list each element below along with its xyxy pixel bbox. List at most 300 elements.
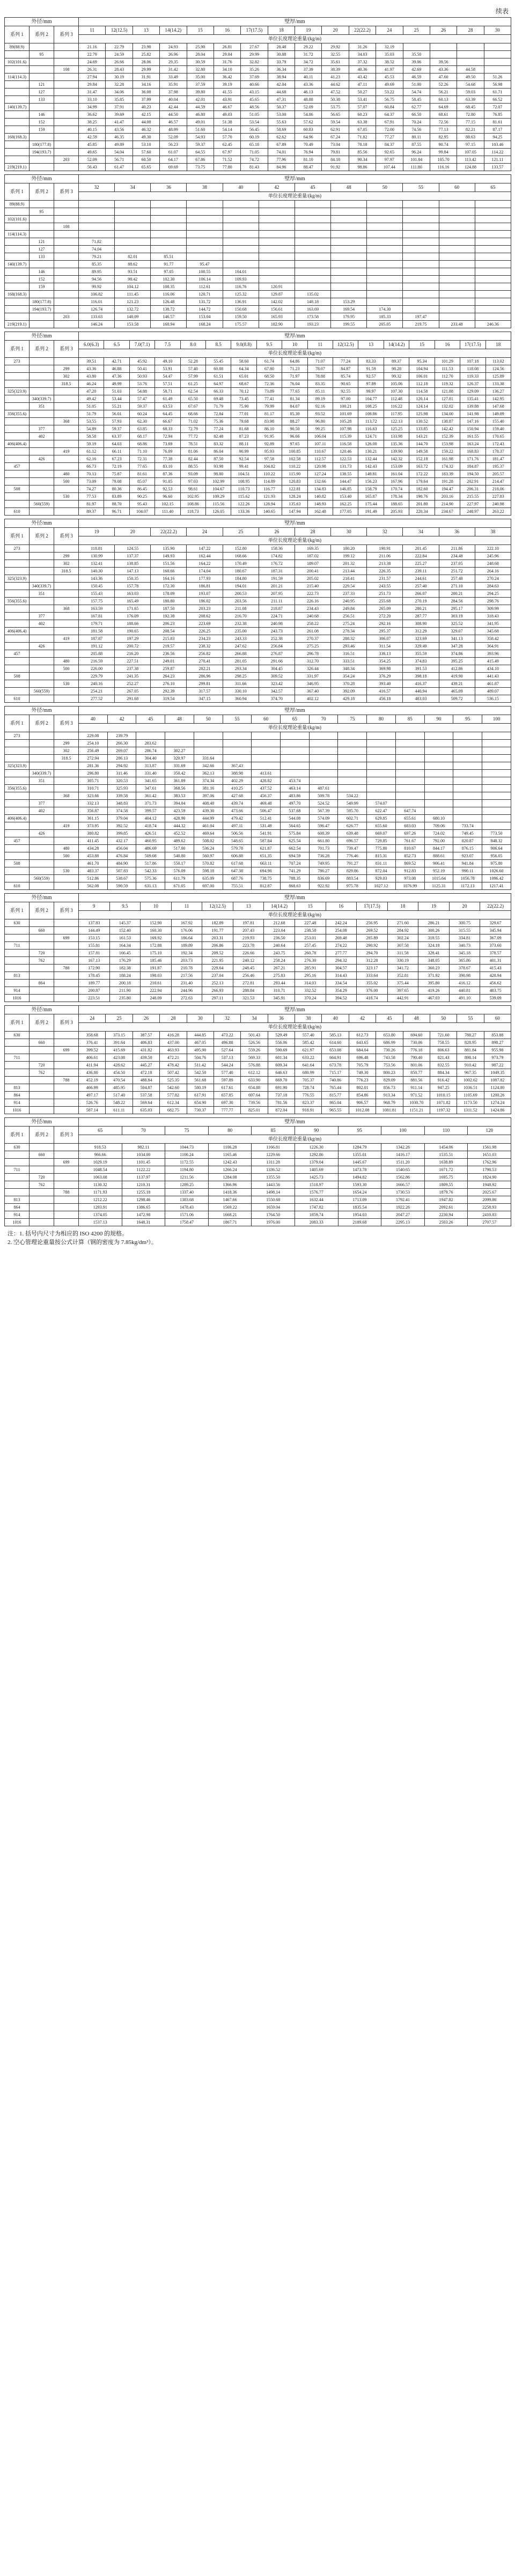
series-header: 系列 3 <box>54 1127 79 1144</box>
weight-cell: 37.59 <box>187 81 214 89</box>
weight-cell: 35.85 <box>106 96 133 104</box>
table-row <box>5 553 511 560</box>
weight-cell: 671.05 <box>165 882 194 890</box>
outer-diameter-cell <box>5 665 30 673</box>
weight-cell: 1386.65 <box>122 1204 165 1211</box>
weight-cell: 93.51 <box>115 268 151 276</box>
outer-diameter-cell <box>54 73 79 81</box>
weight-cell: 444.85 <box>187 1032 214 1039</box>
weight-cell: 517.00 <box>165 845 194 852</box>
outer-diameter-cell: 325(323.9) <box>5 575 30 583</box>
thickness-header: 42 <box>349 1014 376 1023</box>
weight-cell: 631.13 <box>136 882 165 890</box>
weight-cell: 315.55 <box>449 927 480 934</box>
outer-diameter-cell <box>54 395 79 403</box>
weight-cell: 1027.12 <box>367 882 396 890</box>
outer-diameter-cell <box>5 313 30 321</box>
weight-cell: 60.88 <box>206 365 231 373</box>
weight-cell: 256.82 <box>187 650 223 658</box>
weight-cell: 67.89 <box>268 141 295 149</box>
weight-cell: 91.92 <box>322 164 349 171</box>
header-row <box>5 536 511 545</box>
weight-cell: 87.55 <box>403 141 430 149</box>
weight-cell: 29.04 <box>214 51 240 58</box>
weight-cell: 1056.78 <box>453 875 482 882</box>
outer-diameter-cell <box>54 919 79 927</box>
outer-diameter-cell <box>5 875 30 882</box>
weight-cell: 374.58 <box>107 807 136 815</box>
weight-cell: 155.81 <box>79 942 110 950</box>
weight-cell: 62.16 <box>79 455 104 463</box>
weight-cell: 77.65 <box>129 463 154 470</box>
weight-cell: 309.52 <box>259 673 295 680</box>
weight-cell: 42.44 <box>160 104 187 111</box>
outer-diameter-cell <box>54 134 79 141</box>
weight-cell <box>331 238 367 246</box>
weight-cell: 633.22 <box>295 1054 322 1062</box>
weight-cell: 95.47 <box>187 261 223 268</box>
unit-header: 单位长度理论重量/(kg/m) <box>79 724 511 732</box>
weight-cell: 92.55 <box>333 388 358 395</box>
outer-diameter-cell: 720 <box>30 1062 54 1069</box>
weight-cell: 248.09 <box>141 995 172 1002</box>
outer-diameter-cell <box>54 104 79 111</box>
weight-cell: 526.56 <box>241 1039 268 1047</box>
weight-cell: 1255.18 <box>122 1189 165 1196</box>
weight-cell: 85.11 <box>307 388 333 395</box>
weight-cell <box>367 238 403 246</box>
weight-cell: 276.87 <box>259 650 295 658</box>
weight-cell: 73.75 <box>187 164 214 171</box>
weight-cell: 276.10 <box>151 680 187 688</box>
weight-cell: 90.65 <box>333 380 358 388</box>
weight-cell: 140.65 <box>256 508 282 516</box>
weight-cell: 45.92 <box>129 358 154 365</box>
thickness-header: 45 <box>136 715 165 724</box>
weight-cell: 180.67 <box>223 568 259 575</box>
table-row <box>5 485 511 493</box>
thickness-header: 18 <box>387 902 418 911</box>
outer-diameter-cell <box>54 126 79 134</box>
table-row <box>5 860 511 867</box>
weight-cell: 31.42 <box>160 66 187 73</box>
weight-cell: 320.53 <box>107 777 136 785</box>
weight-cell: 107.05 <box>457 149 484 156</box>
weight-cell: 72.31 <box>129 455 154 463</box>
weight-table <box>4 1117 511 1226</box>
weight-cell: 1576.77 <box>295 1189 338 1196</box>
table-row <box>5 972 511 980</box>
weight-cell <box>79 216 115 223</box>
weight-cell: 548.22 <box>106 1099 133 1107</box>
outer-diameter-cell <box>30 73 54 81</box>
weight-cell: 461.70 <box>79 860 108 867</box>
outer-diameter-cell <box>5 980 30 987</box>
weight-cell: 85.56 <box>349 149 376 156</box>
outer-diameter-cell: 610 <box>5 695 30 703</box>
weight-cell: 1012.08 <box>349 1107 376 1114</box>
weight-cell: 788.27 <box>457 1032 484 1039</box>
weight-cell: 285.89 <box>357 934 388 942</box>
weight-cell: 608.39 <box>309 830 338 837</box>
weight-cell: 272.81 <box>233 980 264 987</box>
weight-cell: 135.90 <box>151 545 187 553</box>
weight-cell: 104.01 <box>223 268 259 276</box>
weight-cell: 233.48 <box>439 321 475 328</box>
weight-cell: 92.65 <box>376 149 403 156</box>
weight-cell: 137.37 <box>115 553 151 560</box>
weight-cell: 66.11 <box>104 448 129 455</box>
weight-cell: 304.40 <box>136 755 165 762</box>
weight-cell: 144.47 <box>333 478 358 485</box>
weight-cell: 61.07 <box>160 149 187 156</box>
outer-diameter-cell: 168(168.3) <box>5 291 30 298</box>
weight-cell: 531.49 <box>252 822 281 830</box>
series-header: 系列 3 <box>54 341 79 358</box>
outer-diameter-cell <box>30 470 54 478</box>
weight-cell: 182.38 <box>109 965 141 972</box>
weight-cell <box>424 777 453 785</box>
weight-cell: 527.64 <box>214 1047 240 1054</box>
weight-cell: 163.24 <box>460 440 485 448</box>
weight-cell: 101.84 <box>403 156 430 164</box>
weight-cell: 160.66 <box>151 568 187 575</box>
weight-cell: 1809.55 <box>424 1181 468 1189</box>
table-row <box>5 208 511 216</box>
weight-cell: 211.11 <box>259 598 295 605</box>
weight-cell: 646.63 <box>268 1069 295 1077</box>
thickness-header: 40 <box>322 1014 349 1023</box>
outer-diameter-cell: 508 <box>5 673 30 680</box>
outer-diameter-cell <box>54 201 79 208</box>
weight-cell: 226.35 <box>367 568 403 575</box>
outer-diameter-header: 外径/mm <box>5 1006 79 1014</box>
weight-cell: 1366.96 <box>208 1181 252 1189</box>
weight-cell: 550.17 <box>165 860 194 867</box>
table-row <box>5 1039 511 1047</box>
weight-cell: 267.21 <box>264 965 295 972</box>
weight-cell: 188.65 <box>384 501 409 508</box>
weight-cell: 60.19 <box>241 134 268 141</box>
outer-diameter-cell: 159 <box>30 283 54 291</box>
weight-cell: 83.33 <box>358 358 384 365</box>
weight-cell: 172.30 <box>151 583 187 590</box>
weight-cell: 54.89 <box>79 425 104 433</box>
weight-cell: 1425.73 <box>295 1174 338 1181</box>
weight-table <box>4 893 511 1002</box>
weight-cell: 178.09 <box>151 590 187 598</box>
outer-diameter-cell: 711 <box>5 1166 30 1174</box>
weight-cell: 213.38 <box>367 560 403 568</box>
weight-cell: 509.08 <box>136 852 165 860</box>
outer-diameter-cell: 402 <box>30 433 54 440</box>
weight-cell: 58.58 <box>79 433 104 440</box>
weight-cell: 311.54 <box>367 643 403 650</box>
weight-cell: 1106.28 <box>208 1144 252 1151</box>
weight-cell: 222.94 <box>141 987 172 995</box>
weight-cell: 829.09 <box>376 1077 403 1084</box>
weight-cell: 102.95 <box>180 493 205 501</box>
series-header: 系列 1 <box>5 715 30 732</box>
weight-cell <box>223 740 252 747</box>
thickness-header: 24 <box>376 26 403 35</box>
weight-cell: 234.23 <box>187 635 223 643</box>
weight-cell: 211.90 <box>109 987 141 995</box>
weight-cell <box>475 201 511 208</box>
table-row <box>5 388 511 395</box>
weight-cell: 152.40 <box>109 927 141 934</box>
outer-diameter-cell <box>5 395 30 403</box>
weight-cell: 31.91 <box>133 73 159 81</box>
weight-cell: 200.87 <box>79 987 110 995</box>
thickness-header: 60 <box>484 1014 511 1023</box>
weight-cell: 575.84 <box>281 830 310 837</box>
outer-diameter-cell <box>30 440 54 448</box>
weight-cell: 118.73 <box>180 508 205 516</box>
weight-cell: 280.21 <box>439 590 475 598</box>
outer-diameter-cell <box>30 1107 54 1114</box>
weight-cell: 99.84 <box>430 149 457 156</box>
thickness-header: 38 <box>475 528 511 536</box>
weight-cell <box>484 51 511 58</box>
outer-diameter-cell: 368 <box>54 792 79 800</box>
weight-cell: 371.92 <box>418 972 450 980</box>
weight-cell: 68.50 <box>256 373 282 380</box>
outer-diameter-cell <box>54 388 79 395</box>
weight-cell: 815.31 <box>367 852 396 860</box>
table-row <box>5 501 511 508</box>
weight-cell: 203.23 <box>187 605 223 613</box>
weight-cell: 178.34 <box>384 493 409 501</box>
weight-cell: 161.53 <box>109 934 141 942</box>
weight-cell: 240.64 <box>264 942 295 950</box>
weight-cell: 256.49 <box>79 747 108 755</box>
header-row <box>5 18 511 26</box>
weight-cell <box>79 231 115 238</box>
weight-cell: 71.23 <box>282 365 307 373</box>
thickness-header: 18 <box>268 26 295 35</box>
weight-cell: 62.45 <box>214 141 240 149</box>
weight-cell: 313.87 <box>136 762 165 770</box>
weight-cell: 453.88 <box>79 852 108 860</box>
weight-cell: 205.93 <box>384 508 409 516</box>
thickness-header: 60 <box>252 715 281 724</box>
weight-cell <box>331 268 367 276</box>
outer-diameter-cell: 762 <box>30 957 54 965</box>
weight-cell: 218.41 <box>331 575 367 583</box>
weight-cell: 370.28 <box>331 680 367 688</box>
weight-cell: 415.49 <box>475 658 511 665</box>
weight-cell <box>395 747 424 755</box>
weight-cell: 49.42 <box>79 395 104 403</box>
weight-cell: 37.99 <box>133 96 159 104</box>
weight-cell: 104.67 <box>206 485 231 493</box>
weight-cell: 169.54 <box>331 306 367 313</box>
outer-diameter-cell <box>5 283 30 291</box>
weight-cell <box>151 201 187 208</box>
weight-cell: 244.61 <box>403 575 439 583</box>
weight-cell: 585.13 <box>322 1032 349 1039</box>
weight-cell: 275.25 <box>295 643 330 650</box>
weight-cell <box>259 261 295 268</box>
weight-cell: 966.66 <box>79 1151 122 1159</box>
weight-cell: 72.00 <box>376 126 403 134</box>
weight-cell: 39.56 <box>430 58 457 66</box>
weight-cell: 52.28 <box>180 358 205 365</box>
weight-cell: 74.04 <box>79 246 115 253</box>
weight-cell: 1648.31 <box>122 1219 165 1226</box>
weight-cell: 67.05 <box>349 126 376 134</box>
weight-cell: 576.88 <box>241 1062 268 1069</box>
outer-diameter-cell <box>30 755 54 762</box>
table-row <box>5 1047 511 1054</box>
weight-cell: 328.41 <box>418 950 450 957</box>
weight-cell <box>439 298 475 306</box>
weight-cell: 419.26 <box>418 987 450 995</box>
weight-cell: 175.44 <box>358 501 384 508</box>
weight-cell: 77.24 <box>206 425 231 433</box>
weight-cell: 98.42 <box>115 276 151 283</box>
outer-diameter-cell <box>54 119 79 126</box>
weight-cell: 64.96 <box>295 134 322 141</box>
weight-cell: 132.72 <box>115 306 151 313</box>
thickness-header: 6.5 <box>104 341 129 349</box>
weight-cell: 810.67 <box>395 845 424 852</box>
outer-diameter-cell <box>5 268 30 276</box>
weight-cell: 856.73 <box>376 1084 403 1092</box>
outer-diameter-cell: 788 <box>54 965 79 972</box>
outer-diameter-header: 外径/mm <box>5 706 79 715</box>
thickness-header: 19 <box>295 26 322 35</box>
weight-cell: 512.86 <box>79 875 108 882</box>
weight-cell: 99.41 <box>231 463 256 470</box>
weight-cell: 56.45 <box>241 126 268 134</box>
outer-diameter-cell <box>30 785 54 792</box>
weight-cell: 64.17 <box>160 156 187 164</box>
outer-diameter-cell: 121 <box>30 238 54 246</box>
weight-cell: 114.89 <box>256 478 282 485</box>
outer-diameter-cell <box>54 246 79 253</box>
table-row <box>5 373 511 380</box>
weight-cell: 1337.40 <box>165 1189 209 1196</box>
weight-cell: 46.13 <box>295 89 322 96</box>
weight-cell: 111.53 <box>435 365 460 373</box>
weight-cell: 872.04 <box>367 867 396 875</box>
weight-cell: 35.50 <box>403 51 430 58</box>
weight-cell: 225.27 <box>403 560 439 568</box>
weight-cell: 124.56 <box>485 365 511 373</box>
outer-diameter-cell <box>54 1054 79 1062</box>
outer-diameter-cell <box>30 1166 54 1174</box>
weight-cell: 413.61 <box>252 770 281 777</box>
weight-cell: 138.87 <box>435 418 460 425</box>
outer-diameter-cell <box>5 965 30 972</box>
thickness-header: 20 <box>322 26 349 35</box>
weight-cell: 192.38 <box>151 613 187 620</box>
weight-cell: 775.80 <box>367 845 396 852</box>
weight-cell: 237.04 <box>202 972 233 980</box>
weight-cell <box>367 792 396 800</box>
weight-cell: 248.97 <box>460 508 485 516</box>
table-row <box>5 231 511 238</box>
weight-cell: 46.59 <box>403 73 430 81</box>
weight-cell: 85.30 <box>282 410 307 418</box>
outer-diameter-cell <box>30 58 54 66</box>
outer-diameter-cell <box>54 807 79 815</box>
weight-cell: 39.80 <box>187 89 214 96</box>
weight-cell: 287.77 <box>403 613 439 620</box>
outer-diameter-cell <box>54 950 79 957</box>
weight-cell: 257.48 <box>439 575 475 583</box>
weight-cell: 84.87 <box>333 365 358 373</box>
weight-cell: 64.03 <box>104 440 129 448</box>
weight-cell: 121.23 <box>115 298 151 306</box>
weight-cell <box>367 777 396 785</box>
weight-cell: 691.90 <box>268 1084 295 1092</box>
weight-cell: 147.22 <box>187 545 223 553</box>
thickness-header: 19 <box>418 902 450 911</box>
weight-cell: 342.66 <box>194 762 223 770</box>
weight-cell: 694.90 <box>252 867 281 875</box>
weight-cell <box>151 238 187 246</box>
table-row <box>5 433 511 440</box>
table-row <box>5 665 511 673</box>
header-row <box>5 349 511 358</box>
weight-cell: 258.22 <box>295 620 330 628</box>
weight-cell: 135.63 <box>282 501 307 508</box>
weight-cell: 220.34 <box>409 508 435 516</box>
outer-diameter-cell <box>54 283 79 291</box>
weight-cell <box>331 261 367 268</box>
weight-cell: 183.39 <box>435 470 460 478</box>
weight-cell: 155.43 <box>79 590 115 598</box>
weight-cell: 38.94 <box>268 73 295 81</box>
weight-cell: 310.71 <box>79 785 108 792</box>
weight-cell: 190.65 <box>115 628 151 635</box>
outer-diameter-cell <box>30 882 54 890</box>
weight-cell: 174.30 <box>367 306 403 313</box>
weight-cell: 54.86 <box>295 111 322 119</box>
weight-cell: 125.98 <box>409 410 435 418</box>
weight-cell: 374.83 <box>403 658 439 665</box>
weight-cell: 1383.68 <box>165 1196 209 1204</box>
weight-cell: 1947.82 <box>424 1196 468 1204</box>
thickness-header: 90 <box>424 715 453 724</box>
weight-cell: 288.84 <box>233 987 264 995</box>
weight-cell: 312.70 <box>295 658 330 665</box>
weight-cell: 749.30 <box>349 1069 376 1077</box>
outer-diameter-cell <box>54 590 79 598</box>
weight-cell: 434.28 <box>79 845 108 852</box>
weight-cell <box>453 792 482 800</box>
weight-cell: 53.00 <box>268 111 295 119</box>
weight-cell: 721.60 <box>430 1032 457 1039</box>
outer-diameter-cell <box>30 568 54 575</box>
weight-cell: 124.55 <box>115 545 151 553</box>
weight-cell: 98.86 <box>349 164 376 171</box>
weight-cell: 2707.57 <box>468 1219 511 1226</box>
weight-cell: 107.30 <box>384 388 409 395</box>
weight-cell: 113.42 <box>457 156 484 164</box>
weight-cell: 71.05 <box>241 149 268 156</box>
weight-cell: 72.19 <box>104 463 129 470</box>
outer-diameter-cell <box>54 575 79 583</box>
weight-cell: 83.89 <box>104 493 129 501</box>
weight-cell: 134.00 <box>435 410 460 418</box>
weight-cell: 146.57 <box>151 313 187 321</box>
weight-cell: 47.60 <box>430 73 457 81</box>
outer-diameter-cell <box>30 934 54 942</box>
